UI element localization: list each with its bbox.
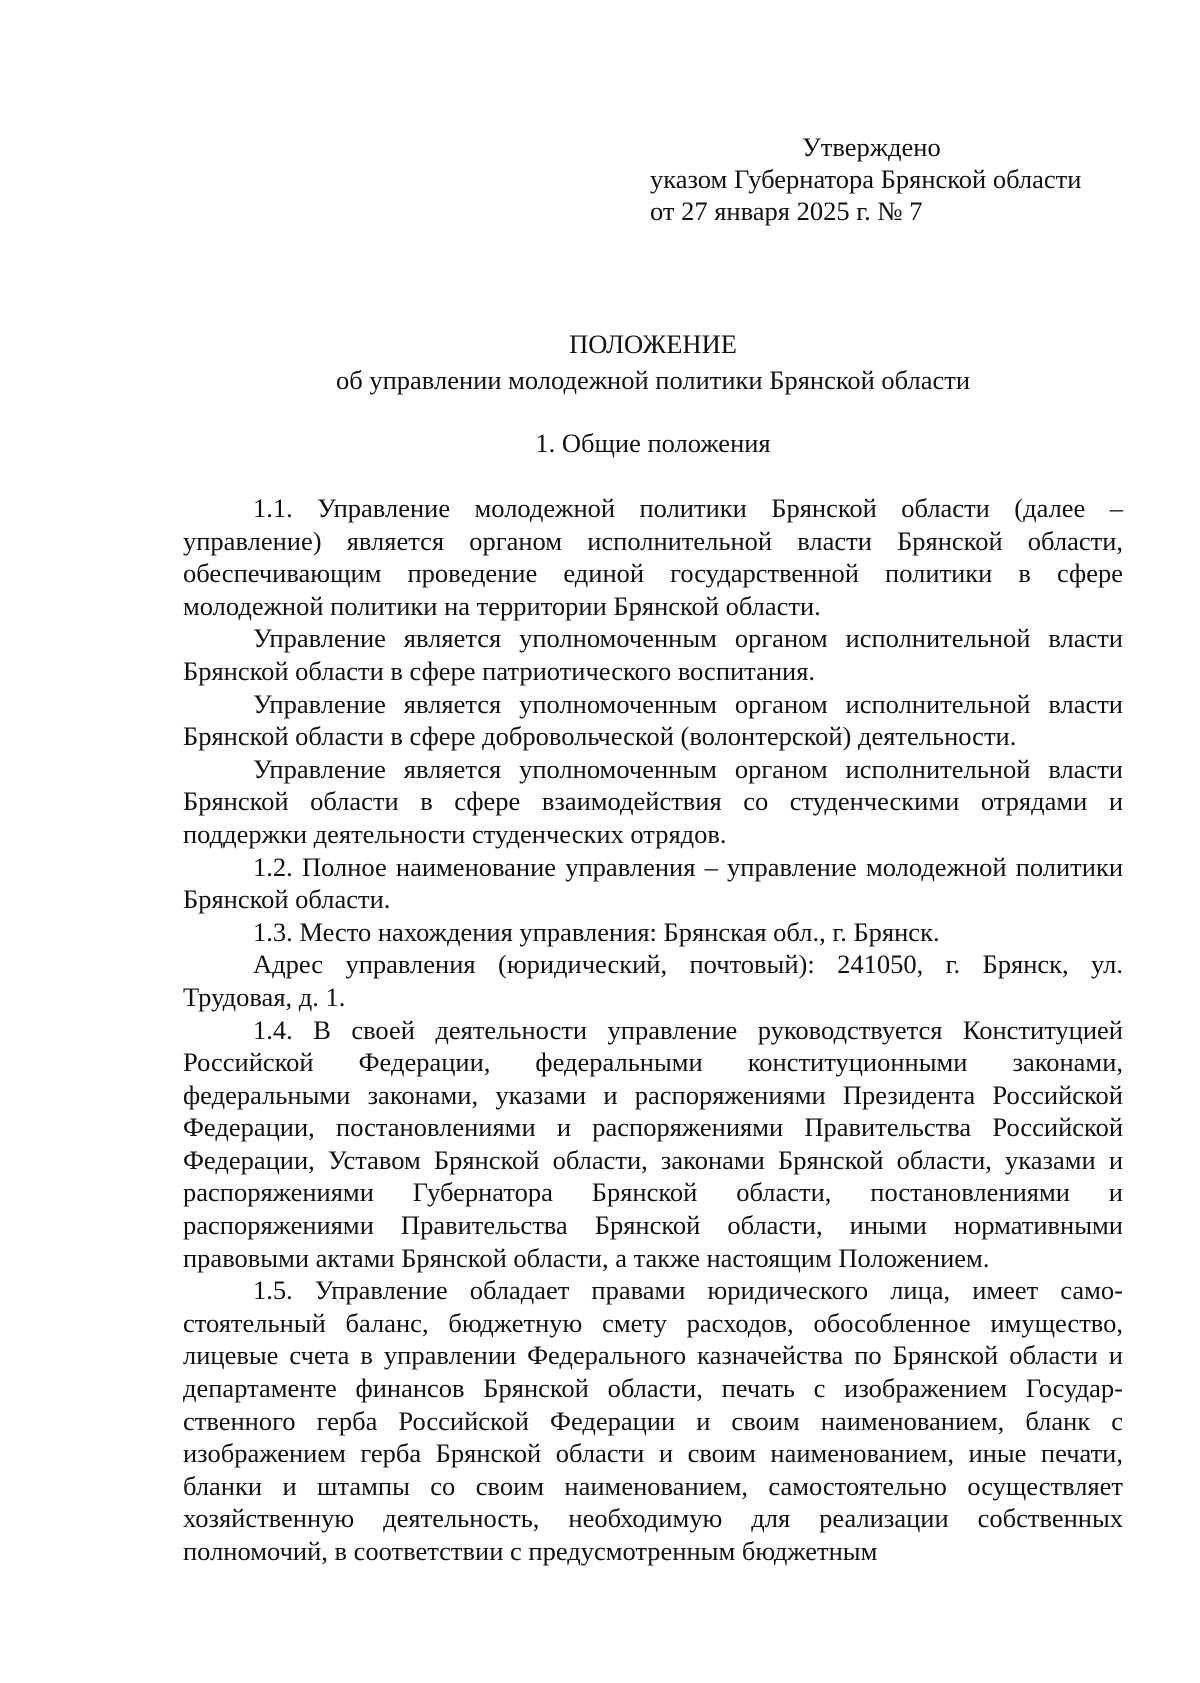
paragraph: 1.4. В своей деятельности управление руководствуется Конституцией Российской Федерации, федеральными конституционными законами, федеральными законами, указами и распоряжениями Президента Российской Федерации, постановлениями и распоряжениями Правительства Российской Федерации, Уставом Брянской области, законами Брянской области, указами и распоряжениями Губернатора Брянской области, постановлениями и распоряжениями Правительства Брянской области, иными нормативными правовыми актами Брянской области, а также настоящим Положением. [183,1014,1123,1273]
document-title: ПОЛОЖЕНИЕ [569,329,737,359]
paragraph: Управление является уполномоченным органом исполнительной власти Брянской области в сфере добровольческой (волонтерской) деятельности. [183,688,1123,752]
paragraph: Управление является уполномоченным органом исполнительной власти Брянской области в сфере патриотического воспитания. [183,623,1123,686]
document-subtitle: об управлении молодежной политики Брянской области [336,365,970,395]
paragraph: 1.5. Управление обладает правами юридического лица, имеет самостоятельный баланс, бюджетную смету расходов, обособленное имущество, лицевые счета в управлении Федерального казначейства по Брянской области и департаменте финансов Брянской области, печать с изображением Государственного герба Российской Федерации и своим наименованием, бланк с изображением герба Брянской области и своим наименованием, иные печати, бланки и штампы со своим наименованием, самостоятельно осуществляет хозяйственную деятельность, необходимую для реализации собственных полномочий, в соответствии с предусмотренным бюджетным [183,1275,1123,1566]
document-body [183,492,1123,1568]
paragraph: 1.2. Полное наименование управления – управление молодежной политики Брянской области. [183,851,1123,915]
paragraph: Управление является уполномоченным органом исполнительной власти Брянской области в сфере взаимодействия со студенческими отрядами и поддержки деятельности студенческих отрядов. [183,753,1123,849]
decree-date: от 27 января 2025 г. № 7 [650,196,923,226]
decree-reference: указом Губернатора Брянской области [650,164,1082,194]
approval-stamp-block [650,131,1081,227]
approved-label: Утверждено [802,132,941,162]
section-heading: 1. Общие положения [535,428,771,458]
paragraph: 1.1. Управление молодежной политики Брянской области (далее – управление) является органом исполнительной власти Брянской области, обеспечивающим проведение единой государственной политики в сфере молодежной политики на территории Брянской области. [183,493,1123,621]
paragraph: 1.3. Место нахождения управления: Брянская обл., г. Брянск. [253,916,940,947]
paragraph: Адрес управления (юридический, почтовый): 241050, г. Брянск, ул. Трудовая, д. 1. [183,949,1123,1012]
